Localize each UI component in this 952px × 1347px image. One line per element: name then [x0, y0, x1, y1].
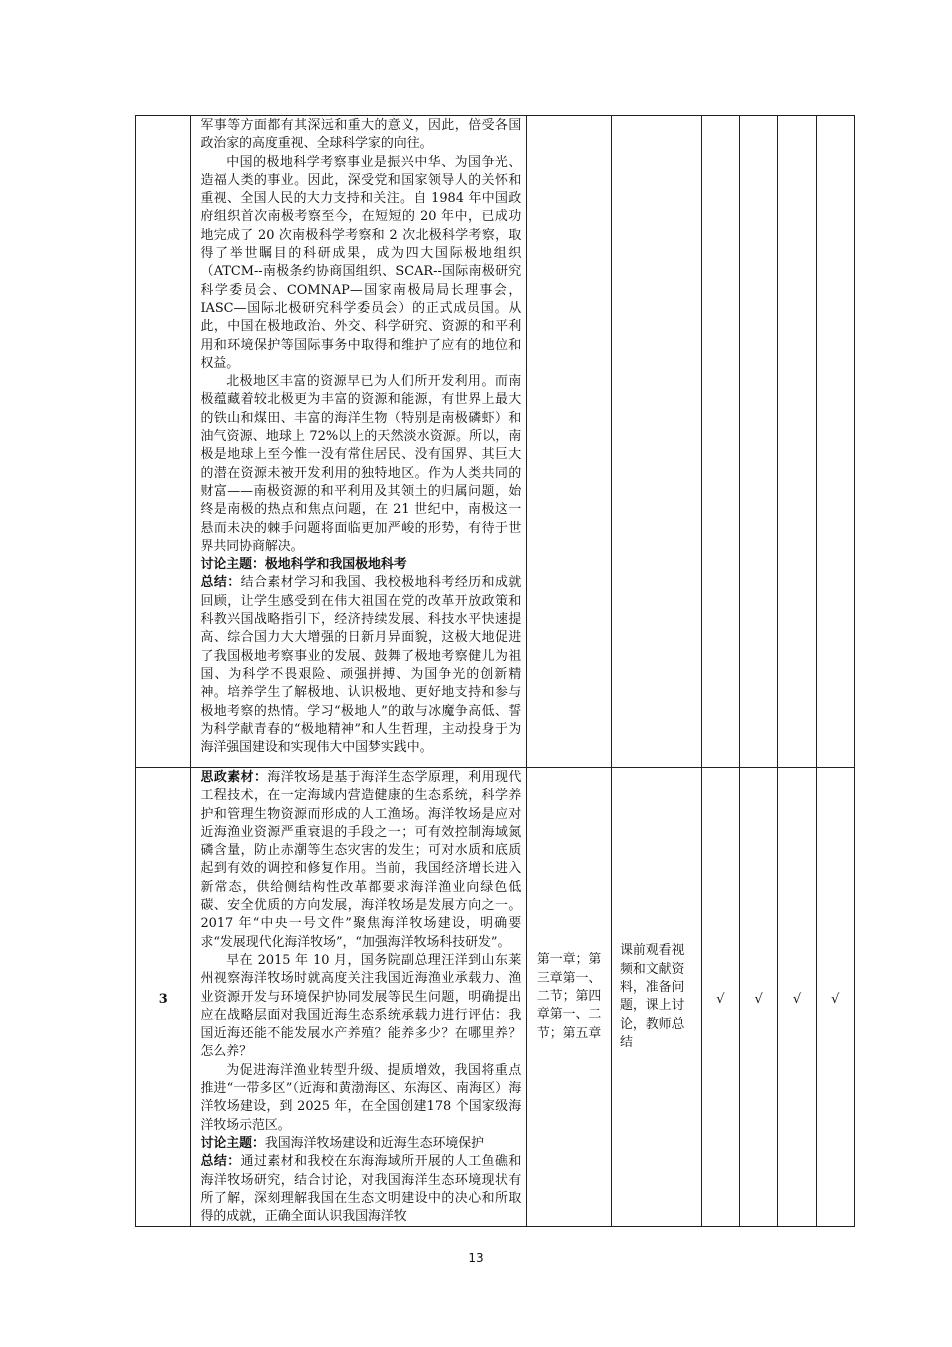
method-text: 课前观看视频和文献资料，准备问题，课上讨论，教师总结 — [619, 943, 685, 1050]
label: 讨论主题： — [200, 1135, 265, 1151]
check-mark: √ — [831, 991, 840, 1007]
paragraph: 早在 2015 年 10 月，国务院副总理汪洋到山东莱州视察海洋牧场时就高度关注我国近海渔业承载力、渔业资源开发与环境保护协同发展等民生问题，明确提出应在战略层面对我国近海生态系统承载力进行评估：我国近海还能不能发展水产养殖？能养多少？在哪里养？怎么养？ — [200, 952, 522, 1060]
chapter-cell — [527, 116, 612, 768]
page-number: 13 — [468, 1251, 484, 1265]
label: 讨论主题： — [200, 557, 265, 573]
method-cell — [611, 768, 701, 1227]
check-mark: √ — [754, 991, 763, 1007]
chapter-cell — [527, 768, 612, 1227]
check-cell — [740, 768, 778, 1227]
row-number: 3 — [158, 991, 168, 1007]
chapter-text: 第一章；第三章第一、二节；第四章第一、二节；第五章 — [536, 952, 602, 1041]
table-row-continued — [136, 116, 855, 768]
check-mark: √ — [792, 991, 802, 1007]
summary-text: 结合素材学习和我国、我校极地科考经历和成就回顾，让学生感受到在伟大祖国在党的改革开放政策和科教兴国战略指引下，经济持续发展、科技水平快速提高、综合国力大大增强的日新月异面貌，这极大地促进了我国极地考察事业的发展、鼓舞了极地考察健儿为祖国、为科学不畏艰险、顽强拼搏、为国争光的创新精神。培养学生了解极地、认识极地、更好地支持和参与极地考察的热情。学习“极地人”的敢与冰魔争高低、誓为科学献青春的“极地精神”和人生哲理，主动投身于为海洋强国建设和实现伟大中国梦实践中。 — [200, 575, 522, 756]
content-cell — [191, 116, 527, 768]
paragraph: 军事等方面都有其深远和重大的意义，因此，倍受各国政治家的高度重视、全球科学家的向往。 — [200, 118, 522, 152]
content-cell — [191, 768, 527, 1227]
discussion-topic — [200, 1135, 521, 1153]
paragraph: 中国的极地科学考察事业是振兴中华、为国争光、造福人类的事业。因此，深受党和国家领导人的关怀和重视、全国人民的大力支持和关注。自 1984 年中国政府组织首次南极考察至今，在短短的 20 年中，已成功地完成了 20 次南极科学考察和 2 次北极科学考察，取得了举世瞩目的科研成果，成为四大国际极地组织（ATCM--南极条约协商国组织、SCAR--国际南极研究科学委员会、COMNAP—国家南极局局长理事会，IASC—国际北极研究科学委员会）的正式成员国。从此，中国在极地政治、外交、科学研究、资源的和平利用和环境保护等国际事务中取得和维护了应有的地位和权益。 — [200, 154, 522, 371]
check-cell — [740, 116, 778, 768]
topic-text: 我国海洋牧场建设和近海生态环境保护 — [264, 1135, 485, 1151]
check-cell — [701, 116, 739, 768]
check-cell — [778, 768, 816, 1227]
course-table — [135, 115, 855, 1227]
label: 总结： — [200, 575, 241, 591]
summary — [200, 574, 521, 757]
check-mark: √ — [716, 991, 725, 1007]
label: 总结： — [200, 1154, 241, 1170]
paragraph: 北极地区丰富的资源早已为人们所开发利用。而南极蕴藏着较北极更为丰富的资源和能源，有世界上最大的铁山和煤田、丰富的海洋生物（特别是南极磷虾）和油气资源、地球上 72%以上的天然淡水资源。所以，南极是地球上至今惟一没有常住居民、没有国界、其巨大的潜在资源未被开发利用的独特地区。作为人类共同的财富——南极资源的和平利用及其领土的归属问题，始终是南极的热点和焦点问题，在 21 世纪中，南极这一悬而未决的棘手问题将面临更加严峻的形势，有待于世界共同协商解决。 — [200, 374, 522, 554]
summary-text: 通过素材和我校在东海海域所开展的人工鱼礁和海洋牧场研究，结合讨论，对我国海洋生态环境现状有所了解，深刻理解我国在生态文明建设中的决心和所取得的成就，正确全面认识我国海洋牧 — [200, 1154, 522, 1225]
summary — [200, 1153, 521, 1226]
check-cell — [816, 768, 854, 1227]
check-cell — [701, 768, 739, 1227]
material-text: 海洋牧场是基于海洋生态学原理，利用现代工程技术，在一定海域内营造健康的生态系统，科学养护和管理生物资源而形成的人工渔场。海洋牧场是应对近海渔业资源严重衰退的手段之一；可有效控制海域氮磷含量，防止赤潮等生态灾害的发生；可对水质和底质起到有效的调控和修复作用。当前，我国经济增长进入新常态，供给侧结构性改革都要求海洋渔业向绿色低碳、安全优质的方向发展，海洋牧场是发展方向之一。2017 年“中央一号文件”聚焦海洋牧场建设，明确要求“发展现代化海洋牧场”，“加强海洋牧场科技研发”。 — [200, 770, 522, 950]
topic-text: 极地科学和我国极地科考 — [264, 557, 407, 573]
method-cell — [611, 116, 701, 768]
label: 思政素材： — [200, 770, 268, 785]
table-row-3 — [136, 768, 855, 1227]
row-number-cell — [136, 768, 191, 1227]
check-cell — [816, 116, 854, 768]
discussion-topic — [200, 556, 521, 574]
material — [200, 769, 521, 952]
check-cell — [778, 116, 816, 768]
row-number-cell — [136, 116, 191, 768]
paragraph: 为促进海洋渔业转型升级、提质增效，我国将重点推进“一带多区”（近海和黄渤海区、东海区、南海区）海洋牧场建设，到 2025 年，在全国创建178 个国家级海洋牧场示范区。 — [200, 1062, 522, 1133]
